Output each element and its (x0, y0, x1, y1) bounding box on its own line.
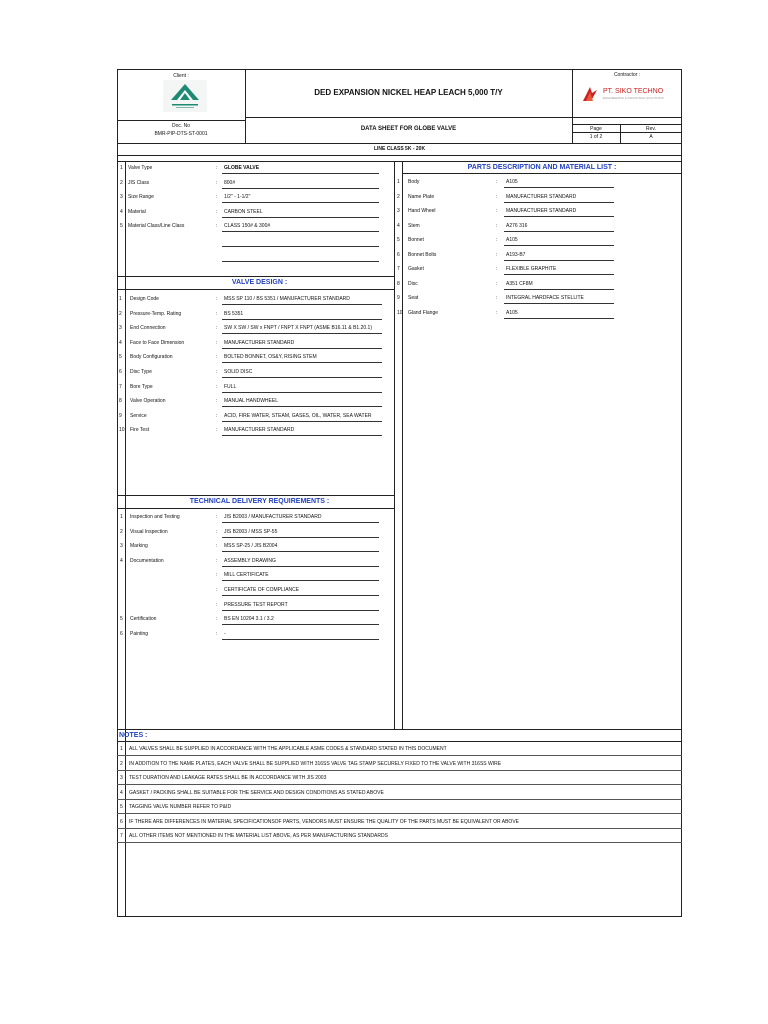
general-row-value: CLASS 150# & 300# (224, 223, 271, 230)
sheet-title: DATA SHEET FOR GLOBE VALVE (360, 126, 457, 132)
general-row-colon: : (216, 179, 218, 186)
note-number: 6 (120, 818, 123, 825)
tdr-row-underline (222, 610, 379, 611)
tdr-row-value: PRESSURE TEST REPORT (224, 601, 288, 608)
design-row-colon: : (216, 325, 218, 332)
general-row-colon: : (216, 208, 218, 215)
note-text: IN ADDITION TO THE NAME PLATES, EACH VALVE SHALL BE SUPPLIED WITH 316SS VALVE TAG STAMP SECURELY FIXED TO THE VALVE WITH 316SS WIRE (129, 760, 502, 767)
tdr-row-number: 5 (120, 616, 123, 623)
contractor-label: Contractor : (613, 72, 641, 78)
part-row-colon: : (496, 251, 498, 258)
general-row-value: GLOBE VALVE (224, 165, 260, 171)
design-row-number: 4 (119, 339, 122, 346)
part-row-number: 4 (397, 222, 400, 229)
note-text: TEST DURATION AND LEAKAGE RATES SHALL BE IN ACCORDANCE WITH JIS 2003 (129, 775, 327, 781)
design-row-colon: : (216, 427, 218, 434)
part-row-colon: : (496, 208, 498, 214)
part-row-label: Gland Flange (408, 309, 439, 316)
design-row-underline (222, 304, 382, 305)
tdr-row-colon: : (216, 543, 218, 550)
tdr-row-number: 2 (120, 528, 123, 535)
part-row-underline (504, 187, 614, 188)
part-row-value: MANUFACTURER STANDARD (506, 208, 577, 214)
part-row-number: 10 (397, 309, 403, 316)
design-row-value: MANUFACTURER STANDARD (224, 339, 295, 346)
tdr-row-underline (222, 624, 379, 625)
contractor-name: PT. SIKO TECHNO (603, 88, 664, 95)
general-row-label: Material Class/Line Class (128, 223, 185, 230)
note-number: 1 (120, 746, 123, 752)
part-row-underline (504, 289, 614, 290)
part-row-colon: : (496, 237, 498, 243)
part-row-number: 2 (397, 193, 400, 200)
general-row-underline (222, 188, 379, 189)
part-row-label: Disc (408, 280, 418, 287)
note-number: 3 (120, 775, 123, 781)
note-text: ALL OTHER ITEMS NOT MENTIONED IN THE MATERIAL LIST ABOVE, AS PER MANUFACTURING STANDARDS (129, 833, 388, 839)
tdr-row-label: Marking (130, 543, 148, 550)
design-row-underline (222, 392, 382, 393)
design-row-label: End Connection (130, 325, 166, 332)
tdr-row-underline (222, 522, 379, 523)
tdr-row-label: Visual Inspection (130, 528, 168, 535)
tdr-row-label: Documentation (130, 557, 164, 564)
note-divider (117, 828, 682, 829)
tdr-row-value: ASSEMBLY DRAWING (224, 557, 276, 564)
tdr-row-value: BS EN 10204 3.1 / 3.2 (224, 616, 274, 623)
part-row-value: A105 (506, 309, 518, 316)
part-row-number: 5 (397, 237, 400, 243)
part-row-label: Gasket (408, 266, 424, 272)
part-row-value: A351 CF8M (506, 280, 533, 287)
part-row-underline (504, 202, 614, 203)
design-row-number: 9 (119, 412, 122, 419)
design-row-label: Fire Test (130, 427, 150, 434)
design-row-label: Pressure-Temp. Rating (130, 310, 182, 317)
tdr-row-number: 4 (120, 557, 123, 564)
part-row-value: FLEXIBLE GRAPHITE (506, 266, 557, 272)
tdr-row-underline (222, 580, 379, 581)
tdr-row-number: 1 (120, 514, 123, 520)
part-row-label: Bonnet Bolts (408, 251, 437, 258)
general-row-colon: : (216, 223, 218, 230)
general-blank-underline (222, 246, 379, 247)
part-row-label: Stem (408, 222, 420, 229)
part-row-value: A276 316 (506, 222, 528, 229)
part-row-label: Name Plate (408, 193, 435, 200)
tdr-row-value: MSS SP-25 / JIS B2004 (224, 543, 278, 550)
design-row-underline (222, 348, 382, 349)
general-row-colon: : (216, 194, 218, 201)
design-row-number: 8 (119, 398, 122, 405)
note-divider (117, 784, 682, 785)
design-row-value: SOLID DISC (224, 369, 253, 375)
tdr-row-colon: : (216, 514, 218, 520)
design-row-value: MSS SP 110 / BS 5351 / MANUFACTURER STANDARD (224, 296, 350, 302)
part-row-number: 1 (397, 179, 400, 185)
design-row-number: 7 (119, 383, 122, 390)
design-row-colon: : (216, 369, 218, 375)
design-row-value: MANUFACTURER STANDARD (224, 427, 295, 434)
general-row-label: Valve Type (128, 165, 153, 171)
design-row-label: Face to Face Dimension (130, 339, 185, 346)
general-row-value: CARBON STEEL (224, 208, 263, 215)
note-divider (117, 842, 682, 843)
technical-delivery-title: TECHNICAL DELIVERY REQUIREMENTS : (189, 498, 330, 505)
design-row-value: BS 5351 (224, 310, 244, 317)
tdr-row-value: - (224, 630, 226, 637)
tdr-row-underline (222, 595, 379, 596)
part-row-underline (504, 231, 614, 232)
general-row-colon: : (216, 165, 218, 171)
tdr-row-colon: : (216, 601, 218, 608)
part-row-value: A105 (506, 179, 518, 185)
part-row-colon: : (496, 295, 498, 301)
design-row-value: ACID, FIRE WATER, STEAM, GASES, OIL, WATER, SEA WATER (224, 412, 372, 419)
design-row-number: 2 (119, 310, 122, 317)
rev-label: Rev. (646, 126, 656, 132)
general-row-number: 3 (120, 194, 123, 201)
design-row-colon: : (216, 354, 218, 361)
part-row-colon: : (496, 309, 498, 316)
design-row-value: MANUAL HANDWHEEL (224, 398, 278, 405)
note-divider (117, 770, 682, 771)
note-divider (117, 799, 682, 800)
tdr-row-colon: : (216, 528, 218, 535)
design-row-underline (222, 362, 382, 363)
tdr-row-number: 6 (120, 630, 123, 637)
part-row-value: INTEGRAL HARDFACE STELLITE (506, 295, 584, 301)
design-row-value: FULL (224, 383, 237, 390)
tdr-row-label: Inspection and Testing (130, 514, 180, 520)
design-row-label: Valve Operation (130, 398, 166, 405)
tdr-row-colon: : (216, 616, 218, 623)
part-row-number: 9 (397, 295, 400, 301)
design-row-number: 1 (119, 296, 122, 302)
client-logo (163, 80, 207, 112)
tdr-row-underline (222, 566, 379, 567)
note-text: GASKET / PACKING SHALL BE SUITABLE FOR THE SERVICE AND DESIGN CONDITIONS AS STATED ABOVE (129, 789, 384, 796)
general-row-label: Material (128, 208, 146, 215)
tdr-row-colon: : (216, 587, 218, 593)
design-row-number: 3 (119, 325, 122, 332)
design-row-colon: : (216, 412, 218, 419)
general-blank-underline (222, 261, 379, 262)
design-row-label: Service (130, 412, 147, 419)
design-row-label: Design Code (130, 296, 159, 302)
general-row-number: 2 (120, 179, 123, 186)
note-number: 4 (120, 789, 123, 796)
part-row-label: Bonnet (408, 237, 424, 243)
design-row-colon: : (216, 310, 218, 317)
design-row-colon: : (216, 339, 218, 346)
part-row-underline (504, 274, 614, 275)
contractor-tagline: ENGINEERING & INDUSTRIAL SOLUTIONS (603, 96, 664, 100)
part-row-number: 7 (397, 266, 400, 272)
tdr-row-colon: : (216, 572, 218, 579)
general-row-label: JIS Class (128, 179, 150, 186)
client-label: Client : (173, 73, 189, 79)
general-row-underline (222, 231, 379, 232)
note-text: ALL VALVES SHALL BE SUPPLIED IN ACCORDANCE WITH THE APPLICABLE ASME CODES & STANDARD STATED IN THIS DOCUMENT (129, 746, 447, 752)
design-row-number: 10 (119, 427, 125, 434)
tdr-row-value: JIS B2003 / MSS SP-55 (224, 528, 278, 535)
general-row-label: Size Range (128, 194, 154, 201)
note-text: TAGGING VALVE NUMBER REFER TO P&ID (129, 804, 232, 810)
part-row-label: Hand Wheel (408, 208, 436, 214)
part-row-number: 6 (397, 251, 400, 258)
part-row-label: Body (408, 179, 420, 185)
design-row-colon: : (216, 296, 218, 302)
tdr-row-number: 3 (120, 543, 123, 550)
part-row-underline (504, 260, 614, 261)
part-row-value: A193-B7 (506, 251, 526, 258)
part-row-colon: : (496, 179, 498, 185)
project-title: DED EXPANSION NICKEL HEAP LEACH 5,000 T/Y (314, 88, 503, 97)
design-row-label: Body Configuration (130, 354, 173, 361)
part-row-underline (504, 216, 614, 217)
design-row-underline (222, 406, 382, 407)
part-row-colon: : (496, 222, 498, 229)
note-number: 5 (120, 804, 123, 810)
note-divider (117, 755, 682, 756)
design-row-label: Disc Type (130, 369, 152, 375)
line-class: LINE CLASS 5K - 20K (373, 146, 426, 152)
notes-title: NOTES : (119, 732, 148, 739)
design-row-value: BOLTED BONNET, OS&Y, RISING STEM (224, 354, 317, 361)
note-number: 7 (120, 833, 123, 839)
tdr-row-label: Painting (130, 630, 149, 637)
valve-design-title: VALVE DESIGN : (231, 279, 288, 286)
tdr-row-colon: : (216, 557, 218, 564)
doc-no-value: BMR-PIP-DTS-ST-0001 (154, 131, 208, 137)
design-row-colon: : (216, 383, 218, 390)
design-row-underline (222, 319, 382, 320)
part-row-underline (504, 303, 614, 304)
design-row-underline (222, 421, 382, 422)
part-row-underline (504, 245, 614, 246)
page-value: 1 of 2 (589, 134, 603, 140)
rev-value: A (649, 134, 653, 140)
general-row-number: 4 (120, 208, 123, 215)
contractor-logo-icon (580, 84, 600, 104)
part-row-value: A105 (506, 237, 518, 243)
design-row-number: 5 (119, 354, 122, 361)
design-row-underline (222, 435, 382, 436)
design-row-label: Bore Type (130, 383, 153, 390)
tdr-row-value: CERTIFICATE OF COMPLIANCE (224, 587, 300, 593)
general-row-underline (222, 217, 379, 218)
general-row-number: 5 (120, 223, 123, 230)
design-row-colon: : (216, 398, 218, 405)
general-row-number: 1 (120, 165, 123, 171)
design-row-underline (222, 333, 382, 334)
tdr-row-label: Certification (130, 616, 157, 623)
general-row-value: 800# (224, 179, 236, 186)
general-row-value: 1/2" - 1-1/2" (224, 194, 251, 201)
tdr-row-underline (222, 551, 379, 552)
tdr-row-underline (222, 639, 379, 640)
client-logo-icon (163, 80, 207, 112)
parts-title: PARTS DESCRIPTION AND MATERIAL LIST : (467, 164, 617, 171)
part-row-colon: : (496, 266, 498, 272)
design-row-number: 6 (119, 369, 122, 375)
part-row-colon: : (496, 280, 498, 287)
part-row-colon: : (496, 193, 498, 200)
part-row-value: MANUFACTURER STANDARD (506, 193, 577, 200)
general-row-underline (222, 173, 379, 174)
tdr-row-value: JIS B2003 / MANUFACTURER STANDARD (224, 514, 322, 520)
note-text: IF THERE ARE DIFFERENCES IN MATERIAL SPECIFICATIONSOF PARTS, VENDORS MUST ENSURE THE QUALITY OF THE PARTS MUST BE EQUIVALENT OR ABOVE (129, 818, 519, 825)
part-row-number: 8 (397, 280, 400, 287)
general-row-underline (222, 202, 379, 203)
tdr-row-colon: : (216, 630, 218, 637)
tdr-row-value: MILL CERTIFICATE (224, 572, 269, 579)
design-row-underline (222, 377, 382, 378)
note-divider (117, 813, 682, 814)
page-label: Page (590, 126, 602, 132)
doc-no-label: Doc. No (171, 123, 191, 129)
note-number: 2 (120, 760, 123, 767)
part-row-underline (504, 318, 614, 319)
part-row-label: Seat (408, 295, 419, 301)
tdr-row-underline (222, 537, 379, 538)
part-row-number: 3 (397, 208, 400, 214)
design-row-value: SW X SW / SW x FNPT / FNPT X FNPT (ASME B16.11 & B1.20.1) (224, 325, 372, 332)
